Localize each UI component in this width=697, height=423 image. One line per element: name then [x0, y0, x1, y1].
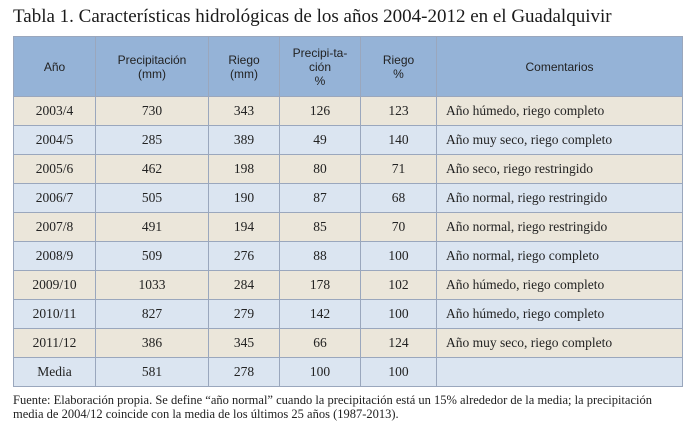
- table-row: [14, 126, 683, 155]
- cell-year: 2006/7: [14, 184, 96, 213]
- cell-irrigation: 389: [209, 126, 280, 155]
- cell-comment: Año muy seco, riego completo: [437, 126, 683, 155]
- cell-precipitation-pct: 85: [280, 213, 361, 242]
- cell-precipitation-pct: 126: [280, 97, 361, 126]
- header-precipitation-pct: Precipi-ta- ción %: [280, 37, 361, 97]
- cell-precipitation: 827: [96, 300, 209, 329]
- cell-precipitation: 505: [96, 184, 209, 213]
- cell-irrigation-pct: 102: [361, 271, 437, 300]
- cell-comment: [437, 358, 683, 387]
- header-row: [14, 37, 683, 97]
- cell-comment: Año normal, riego restringido: [437, 213, 683, 242]
- hydrology-table: [13, 36, 683, 387]
- table-row: [14, 358, 683, 387]
- cell-irrigation-pct: 140: [361, 126, 437, 155]
- cell-year: 2011/12: [14, 329, 96, 358]
- cell-irrigation-pct: 70: [361, 213, 437, 242]
- cell-irrigation: 345: [209, 329, 280, 358]
- header-comments: Comentarios: [437, 37, 683, 97]
- table-row: [14, 213, 683, 242]
- footnote-line-2: media de 2004/12 coincide con la media de los últimos 25 años (1987-2013).: [13, 407, 399, 421]
- cell-irrigation: 194: [209, 213, 280, 242]
- cell-precipitation-pct: 88: [280, 242, 361, 271]
- table-row: [14, 271, 683, 300]
- cell-precipitation: 386: [96, 329, 209, 358]
- cell-irrigation: 284: [209, 271, 280, 300]
- cell-comment: Año húmedo, riego completo: [437, 97, 683, 126]
- cell-irrigation-pct: 71: [361, 155, 437, 184]
- footnote-line-1: Fuente: Elaboración propia. Se define “año normal” cuando la precipitación está un 15% alrededor de la media; la precipitación: [13, 393, 652, 407]
- cell-precipitation-pct: 80: [280, 155, 361, 184]
- cell-irrigation-pct: 123: [361, 97, 437, 126]
- cell-irrigation-pct: 100: [361, 300, 437, 329]
- cell-year: 2008/9: [14, 242, 96, 271]
- cell-comment: Año húmedo, riego completo: [437, 300, 683, 329]
- cell-comment: Año normal, riego restringido: [437, 184, 683, 213]
- cell-precipitation: 285: [96, 126, 209, 155]
- cell-precipitation-pct: 142: [280, 300, 361, 329]
- cell-precipitation: 1033: [96, 271, 209, 300]
- cell-comment: Año normal, riego completo: [437, 242, 683, 271]
- cell-precipitation-pct: 66: [280, 329, 361, 358]
- cell-irrigation: 276: [209, 242, 280, 271]
- table-row: [14, 155, 683, 184]
- cell-precipitation: 581: [96, 358, 209, 387]
- cell-precipitation-pct: 87: [280, 184, 361, 213]
- table-row: [14, 329, 683, 358]
- header-irrigation: Riego (mm): [209, 37, 280, 97]
- cell-comment: Año seco, riego restringido: [437, 155, 683, 184]
- cell-precipitation-pct: 49: [280, 126, 361, 155]
- cell-year: 2009/10: [14, 271, 96, 300]
- cell-precipitation-pct: 178: [280, 271, 361, 300]
- header-irrigation-pct: Riego %: [361, 37, 437, 97]
- cell-year: 2007/8: [14, 213, 96, 242]
- cell-precipitation: 491: [96, 213, 209, 242]
- table-row: [14, 300, 683, 329]
- cell-irrigation-pct: 124: [361, 329, 437, 358]
- cell-irrigation: 198: [209, 155, 280, 184]
- cell-irrigation: 278: [209, 358, 280, 387]
- cell-year: 2005/6: [14, 155, 96, 184]
- cell-irrigation: 190: [209, 184, 280, 213]
- cell-irrigation: 279: [209, 300, 280, 329]
- cell-year: 2010/11: [14, 300, 96, 329]
- cell-irrigation-pct: 100: [361, 242, 437, 271]
- cell-irrigation-pct: 100: [361, 358, 437, 387]
- cell-year: 2003/4: [14, 97, 96, 126]
- table-footnote: [13, 393, 693, 421]
- cell-comment: Año húmedo, riego completo: [437, 271, 683, 300]
- table-row: [14, 97, 683, 126]
- cell-year: Media: [14, 358, 96, 387]
- table-row: [14, 242, 683, 271]
- cell-comment: Año muy seco, riego completo: [437, 329, 683, 358]
- cell-irrigation-pct: 68: [361, 184, 437, 213]
- cell-precipitation-pct: 100: [280, 358, 361, 387]
- cell-year: 2004/5: [14, 126, 96, 155]
- cell-precipitation: 462: [96, 155, 209, 184]
- header-precipitation: Precipitación (mm): [96, 37, 209, 97]
- header-year: Año: [14, 37, 96, 97]
- table-title: Tabla 1. Características hidrológicas de los años 2004-2012 en el Guadalquivir: [13, 6, 612, 27]
- cell-precipitation: 730: [96, 97, 209, 126]
- cell-precipitation: 509: [96, 242, 209, 271]
- table-row: [14, 184, 683, 213]
- cell-irrigation: 343: [209, 97, 280, 126]
